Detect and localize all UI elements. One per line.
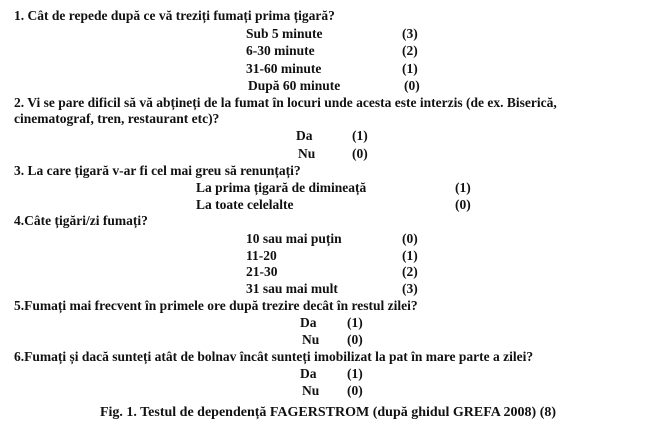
question-6: 6.Fumați și dacă sunteți atât de bolnav încât sunteți imobilizat la pat în mare parte a zilei?: [14, 349, 534, 364]
q6-option-2: Nu: [302, 383, 320, 398]
q6-score-2: (0): [347, 383, 363, 398]
q4-score-1: (0): [402, 231, 418, 246]
question-5: 5.Fumați mai frecvent în primele ore după trezire decât în restul zilei?: [14, 298, 418, 313]
q4-option-1: 10 sau mai puțin: [246, 231, 342, 246]
q5-option-1: Da: [300, 315, 317, 330]
q1-option-3: 31-60 minute: [246, 61, 322, 76]
question-3: 3. La care țigară v-ar fi cel mai greu să renunțați?: [14, 163, 301, 178]
question-2-continued: cinematograf, tren, restaurant etc)?: [14, 111, 220, 126]
q5-score-1: (1): [347, 315, 363, 330]
q3-score-2: (0): [455, 197, 471, 212]
q2-score-1: (1): [352, 128, 368, 143]
q5-option-2: Nu: [302, 332, 320, 347]
q4-score-3: (2): [402, 264, 418, 279]
q4-option-3: 21-30: [246, 264, 278, 279]
q4-score-4: (3): [402, 281, 418, 296]
q2-option-2: Nu: [298, 146, 316, 161]
q4-score-2: (1): [402, 248, 418, 263]
q1-option-2: 6-30 minute: [246, 43, 315, 58]
q1-score-1: (3): [402, 26, 418, 41]
q6-option-1: Da: [300, 366, 317, 381]
q3-score-1: (1): [455, 180, 471, 195]
question-1: 1. Cât de repede după ce vă treziți fumați prima țigară?: [14, 8, 335, 23]
q1-score-3: (1): [402, 61, 418, 76]
q1-option-1: Sub 5 minute: [246, 26, 323, 41]
q2-option-1: Da: [296, 128, 313, 143]
q1-score-4: (0): [404, 78, 420, 93]
q6-score-1: (1): [347, 366, 363, 381]
q3-option-2: La toate celelalte: [196, 197, 294, 212]
q5-score-2: (0): [347, 332, 363, 347]
q4-option-4: 31 sau mai mult: [246, 281, 338, 296]
q1-option-4: După 60 minute: [248, 78, 341, 93]
q4-option-2: 11-20: [246, 248, 277, 263]
q2-score-2: (0): [352, 146, 368, 161]
question-2: 2. Vi se pare dificil să vă abțineți de la fumat în locuri unde acesta este interzis (de ex. Biserică,: [14, 95, 557, 110]
question-4: 4.Câte țigări/zi fumați?: [14, 213, 148, 228]
q3-option-1: La prima țigară de dimineață: [196, 180, 367, 195]
figure-caption: Fig. 1. Testul de dependență FAGERSTROM (după ghidul GREFA 2008) (8): [99, 405, 557, 420]
q1-score-2: (2): [402, 43, 418, 58]
